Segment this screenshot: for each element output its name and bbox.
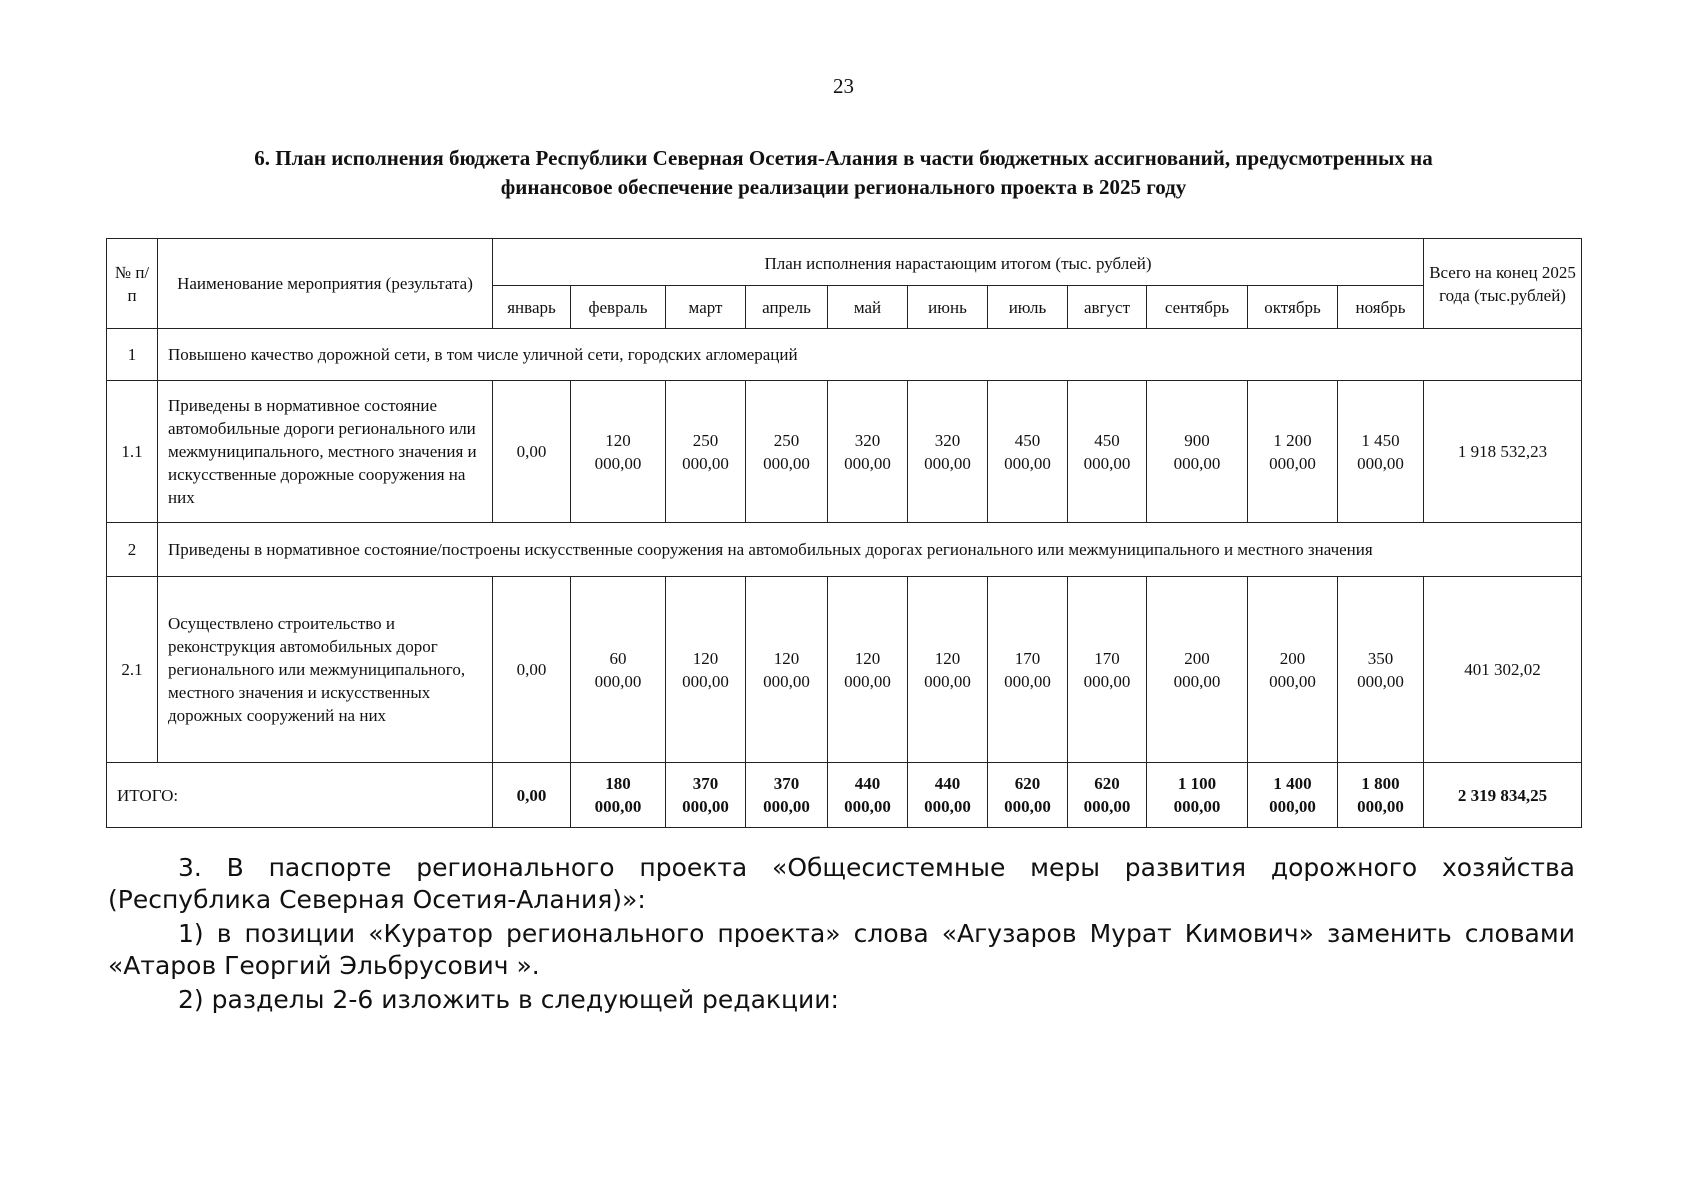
row-total: 401 302,02 [1424, 577, 1582, 763]
value-cell: 120 000,00 [828, 577, 908, 763]
body-text [108, 852, 1575, 1016]
value-cell: 170 000,00 [1068, 577, 1147, 763]
value-cell: 60 000,00 [571, 577, 666, 763]
header-month-mar: март [666, 286, 746, 329]
section-title-line-1: 6. План исполнения бюджета Республики Северная Осетия-Алания в части бюджетных ассигнований, предусмотренных на [254, 146, 1433, 170]
section-title-line-2: финансовое обеспечение реализации регионального проекта в 2025 году [500, 175, 1187, 199]
row-num: 2.1 [107, 577, 158, 763]
budget-plan-table [106, 238, 1582, 828]
value-cell: 320 000,00 [828, 381, 908, 523]
header-month-sep: сентябрь [1147, 286, 1248, 329]
total-value-cell: 370 000,00 [666, 763, 746, 828]
header-total: Всего на конец 2025 года (тыс.рублей) [1424, 239, 1582, 329]
paragraph-3: 3. В паспорте регионального проекта «Общесистемные меры развития дорожного хозяйства (Республика Северная Осетия-Алания)»: [108, 853, 1575, 914]
paragraph-3-1: 1) в позиции «Куратор регионального проекта» слова «Агузаров Мурат Кимович» заменить словами «Атаров Георгий Эльбрусович ». [108, 919, 1575, 980]
value-cell: 200 000,00 [1248, 577, 1338, 763]
row-name: Повышено качество дорожной сети, в том числе уличной сети, городских агломераций [158, 329, 1582, 381]
grand-total: 2 319 834,25 [1424, 763, 1582, 828]
value-cell: 900 000,00 [1147, 381, 1248, 523]
header-month-oct: октябрь [1248, 286, 1338, 329]
value-cell: 120 000,00 [571, 381, 666, 523]
value-cell: 350 000,00 [1338, 577, 1424, 763]
row-name: Приведены в нормативное состояние автомобильные дороги регионального или межмуниципального, местного значения и искусственные дорожные сооружения на них [158, 381, 493, 523]
paragraph-3-2: 2) разделы 2-6 изложить в следующей редакции: [178, 985, 839, 1014]
row-name: Осуществлено строительство и реконструкция автомобильных дорог регионального или межмуниципального, местного значения и искусственных дорожных сооружений на них [158, 577, 493, 763]
value-cell: 250 000,00 [746, 381, 828, 523]
header-month-feb: февраль [571, 286, 666, 329]
value-cell: 250 000,00 [666, 381, 746, 523]
table-row-item-2-1 [107, 577, 1582, 763]
page-number: 23 [833, 74, 854, 98]
total-label: ИТОГО: [107, 763, 493, 828]
value-cell: 1 450 000,00 [1338, 381, 1424, 523]
total-value-cell: 620 000,00 [988, 763, 1068, 828]
value-cell: 0,00 [493, 381, 571, 523]
value-cell: 120 000,00 [746, 577, 828, 763]
row-num: 2 [107, 523, 158, 577]
section-title [110, 144, 1577, 202]
header-month-nov: ноябрь [1338, 286, 1424, 329]
table-row-item-1-1 [107, 381, 1582, 523]
header-num: № п/п [107, 239, 158, 329]
total-value-cell: 1 800 000,00 [1338, 763, 1424, 828]
value-cell: 170 000,00 [988, 577, 1068, 763]
header-plan-group: План исполнения нарастающим итогом (тыс. рублей) [493, 239, 1424, 286]
row-name: Приведены в нормативное состояние/построены искусственные сооружения на автомобильных дорогах регионального или межмуниципального и местного значения [158, 523, 1582, 577]
header-month-may: май [828, 286, 908, 329]
header-month-aug: август [1068, 286, 1147, 329]
header-month-apr: апрель [746, 286, 828, 329]
total-value-cell: 620 000,00 [1068, 763, 1147, 828]
row-total: 1 918 532,23 [1424, 381, 1582, 523]
total-value-cell: 440 000,00 [908, 763, 988, 828]
header-month-jun: июнь [908, 286, 988, 329]
total-value-cell: 180 000,00 [571, 763, 666, 828]
header-name: Наименование мероприятия (результата) [158, 239, 493, 329]
row-num: 1 [107, 329, 158, 381]
table-row-section-1 [107, 329, 1582, 381]
value-cell: 450 000,00 [1068, 381, 1147, 523]
row-num: 1.1 [107, 381, 158, 523]
value-cell: 450 000,00 [988, 381, 1068, 523]
value-cell: 1 200 000,00 [1248, 381, 1338, 523]
header-month-jan: январь [493, 286, 571, 329]
header-month-jul: июль [988, 286, 1068, 329]
total-value-cell: 370 000,00 [746, 763, 828, 828]
value-cell: 0,00 [493, 577, 571, 763]
table-row-section-2 [107, 523, 1582, 577]
value-cell: 120 000,00 [666, 577, 746, 763]
total-value-cell: 440 000,00 [828, 763, 908, 828]
value-cell: 320 000,00 [908, 381, 988, 523]
value-cell: 200 000,00 [1147, 577, 1248, 763]
table-row-total [107, 763, 1582, 828]
value-cell: 120 000,00 [908, 577, 988, 763]
total-value-cell: 1 400 000,00 [1248, 763, 1338, 828]
total-value-cell: 0,00 [493, 763, 571, 828]
total-value-cell: 1 100 000,00 [1147, 763, 1248, 828]
